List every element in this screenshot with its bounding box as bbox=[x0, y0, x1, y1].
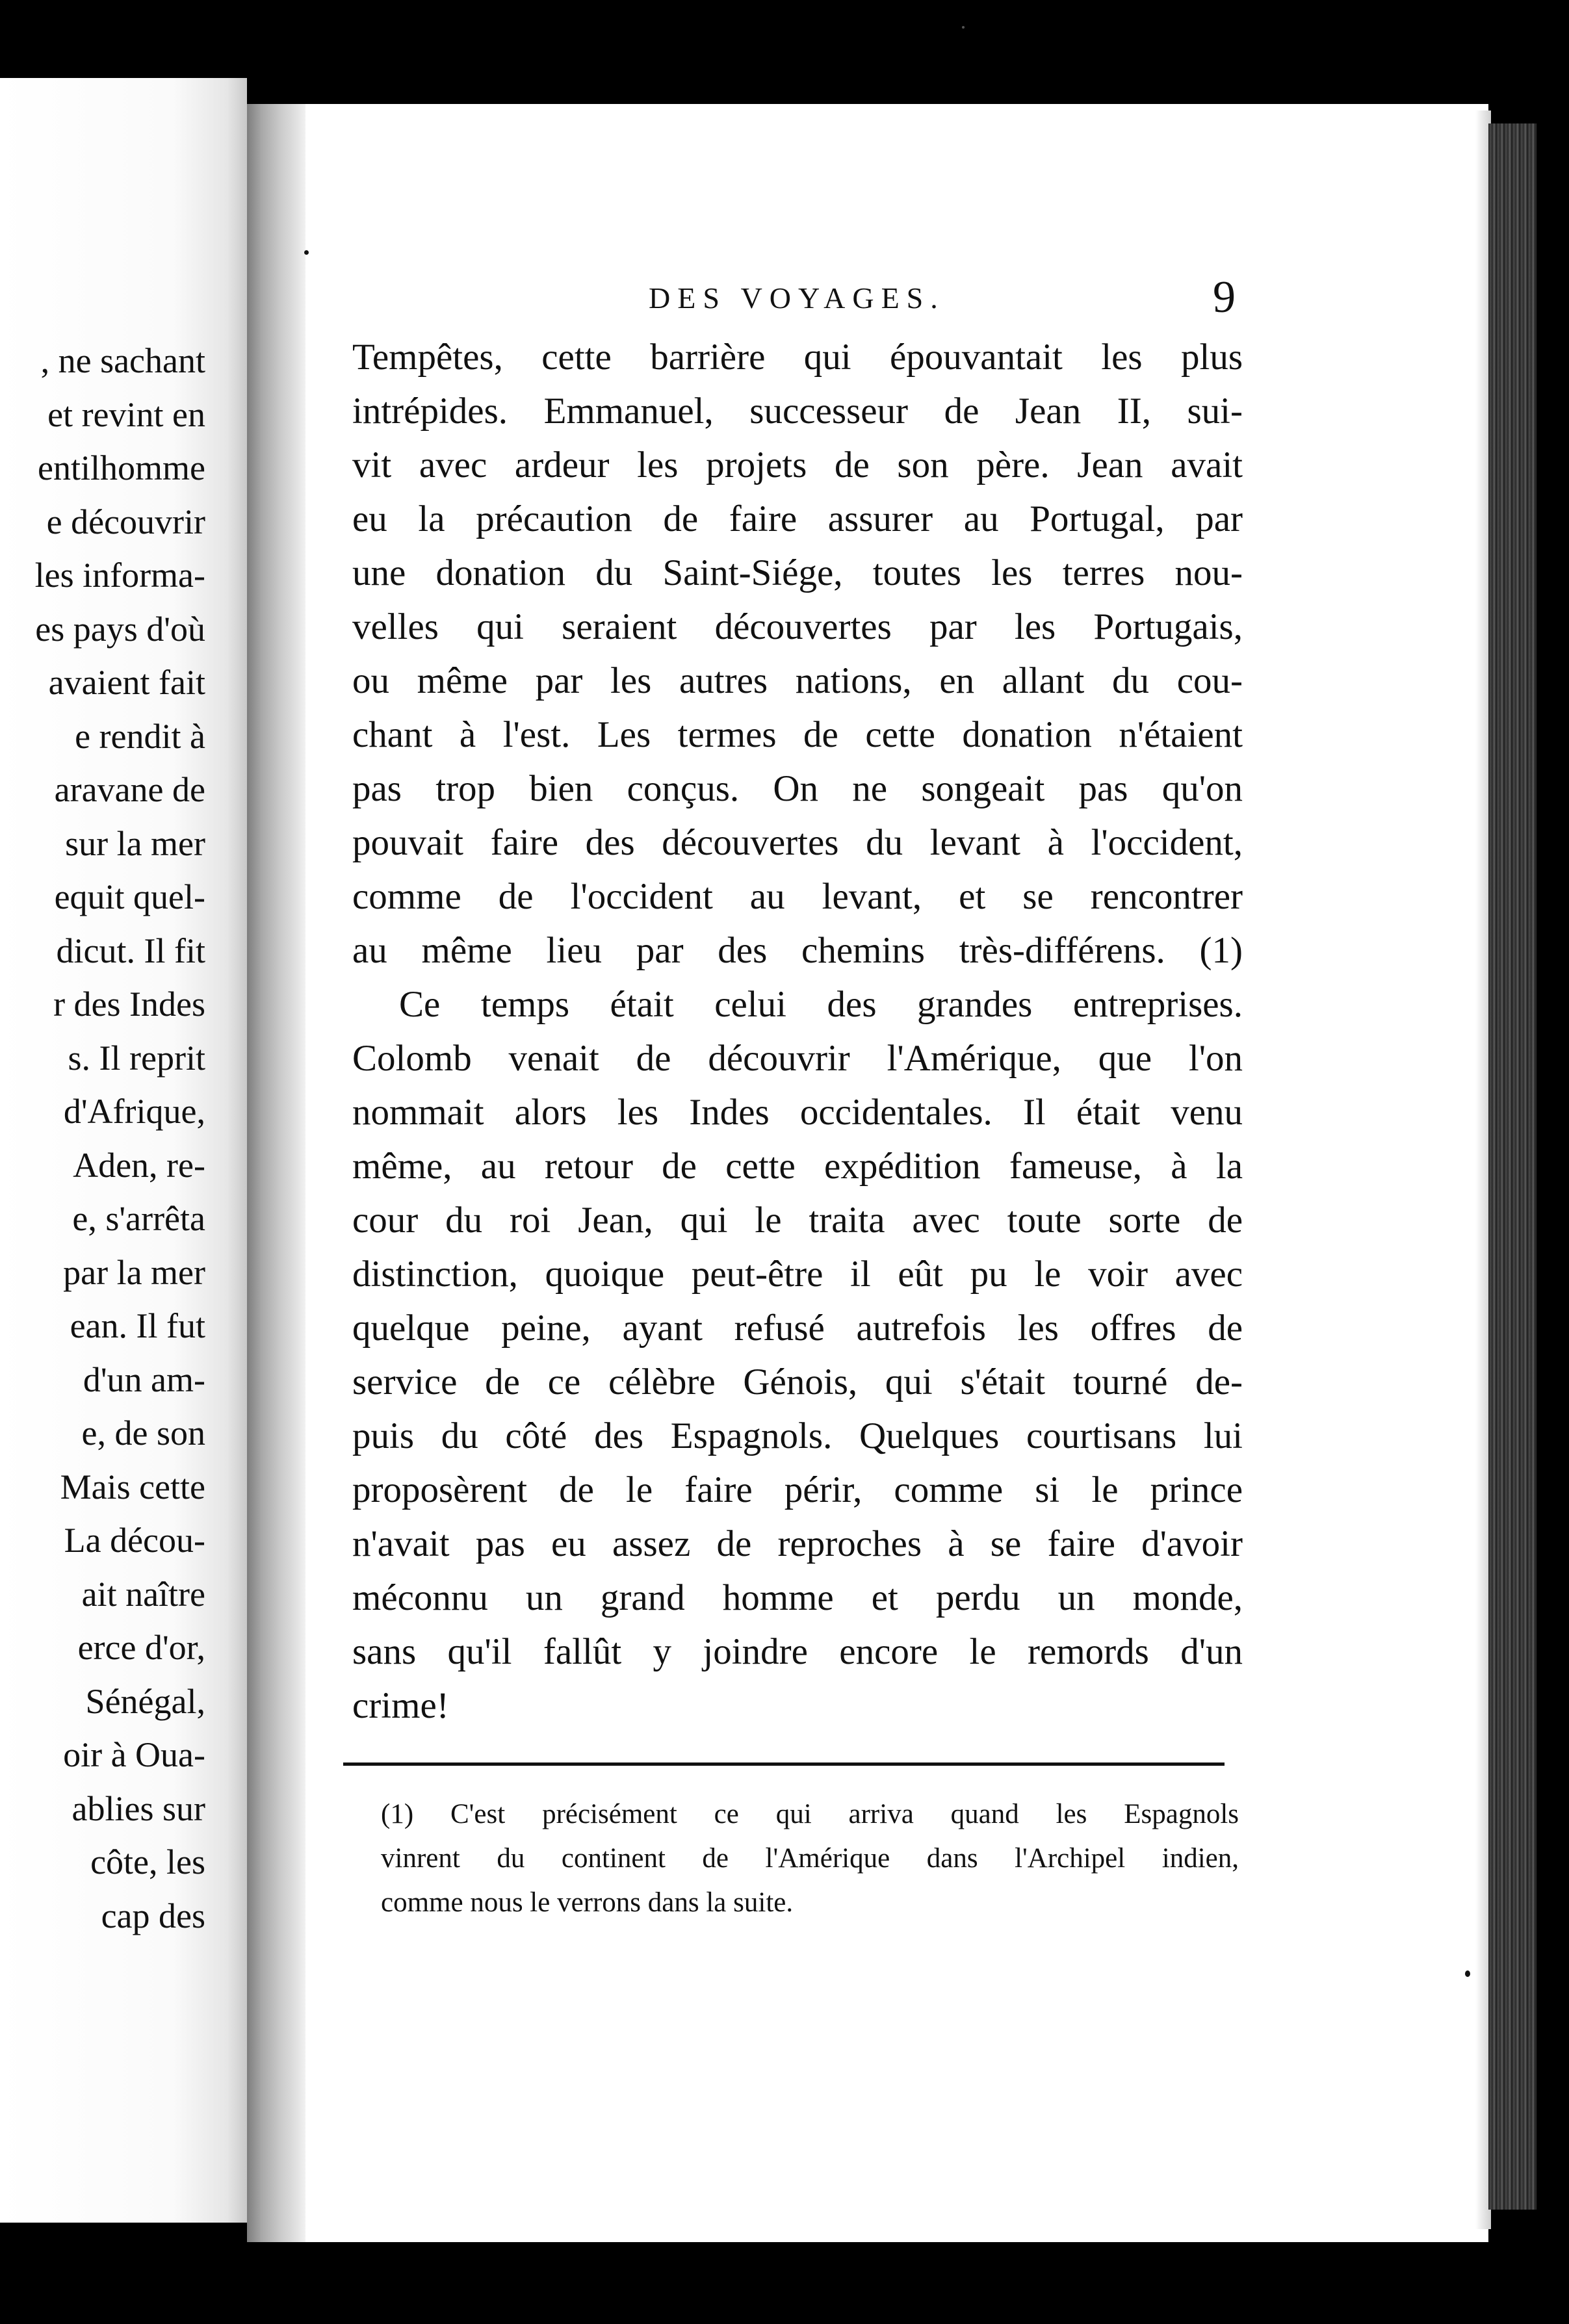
body-line: ou même par les autres nations, en allant du cou- bbox=[352, 660, 1243, 701]
footnote-line: vinrent du continent de l'Amérique dans l'Archipel indien, bbox=[381, 1843, 1239, 1874]
left-line: , ne sachant bbox=[40, 341, 205, 380]
page-number: 9 bbox=[1213, 272, 1236, 322]
body-text bbox=[352, 330, 1243, 1733]
left-line: aravane de bbox=[54, 770, 205, 809]
body-line: service de ce célèbre Génois, qui s'était tourné de- bbox=[352, 1362, 1243, 1402]
body-line: Ce temps était celui des grandes entreprises. bbox=[399, 984, 1243, 1025]
body-line: quelque peine, ayant refusé autrefois les offres de bbox=[352, 1308, 1243, 1349]
ink-speck bbox=[962, 26, 965, 29]
left-line: les informa- bbox=[34, 556, 205, 595]
body-line: comme de l'occident au levant, et se rencontrer bbox=[352, 876, 1243, 917]
body-line: Tempêtes, cette barrière qui épouvantait les plus bbox=[352, 337, 1243, 378]
footnote-rule bbox=[343, 1762, 1225, 1766]
page-block-edge bbox=[1488, 123, 1537, 2210]
running-head: DES VOYAGES. bbox=[649, 281, 945, 315]
left-line: Sénégal, bbox=[85, 1681, 205, 1721]
left-line: r des Indes bbox=[53, 985, 205, 1024]
left-line: ean. Il fut bbox=[70, 1306, 205, 1345]
left-line: equit quel- bbox=[54, 877, 205, 916]
footnote-line: (1) C'est précisément ce qui arriva quand les Espagnols bbox=[381, 1799, 1239, 1829]
body-line: méconnu un grand homme et perdu un monde, bbox=[352, 1577, 1243, 1618]
ink-speck bbox=[1465, 1970, 1470, 1977]
body-line: distinction, quoique peut-être il eût pu le voir avec bbox=[352, 1254, 1243, 1295]
body-line: n'avait pas eu assez de reproches à se faire d'avoir bbox=[352, 1523, 1243, 1564]
footnote bbox=[381, 1792, 1239, 1925]
left-line: es pays d'où bbox=[35, 609, 205, 649]
left-line: par la mer bbox=[63, 1252, 205, 1292]
left-line: entilhomme bbox=[38, 448, 205, 487]
ink-speck bbox=[304, 250, 309, 255]
body-line: même, au retour de cette expédition fameuse, à la bbox=[352, 1146, 1243, 1187]
body-line: cour du roi Jean, qui le traita avec toute sorte de bbox=[352, 1200, 1243, 1241]
left-line: e découvrir bbox=[46, 502, 205, 541]
left-line: côte, les bbox=[90, 1842, 205, 1881]
body-line: Colomb venait de découvrir l'Amérique, que l'on bbox=[352, 1038, 1243, 1079]
left-line: et revint en bbox=[47, 394, 205, 434]
footnote-line: comme nous le verrons dans la suite. bbox=[381, 1887, 794, 1918]
left-line: Aden, re- bbox=[73, 1145, 205, 1185]
left-line: d'un am- bbox=[83, 1360, 205, 1399]
left-line: ait naître bbox=[81, 1574, 205, 1614]
body-line: nommait alors les Indes occidentales. Il était venu bbox=[352, 1092, 1243, 1133]
body-line: velles qui seraient découvertes par les Portugais, bbox=[352, 606, 1243, 647]
left-page bbox=[0, 78, 247, 2223]
left-line: e, s'arrêta bbox=[72, 1199, 205, 1238]
left-line: La décou- bbox=[64, 1521, 205, 1560]
body-line: intrépides. Emmanuel, successeur de Jean II, sui- bbox=[352, 391, 1243, 432]
body-line: chant à l'est. Les termes de cette donation n'étaient bbox=[352, 714, 1243, 755]
left-line: oir à Oua- bbox=[63, 1735, 205, 1774]
left-line: e, de son bbox=[81, 1414, 205, 1452]
left-line: erce d'or, bbox=[77, 1628, 205, 1667]
left-line: d'Afrique, bbox=[63, 1092, 205, 1131]
body-line: proposèrent de le faire périr, comme si le prince bbox=[352, 1469, 1243, 1510]
body-line: sans qu'il fallût y joindre encore le remords d'un bbox=[352, 1631, 1243, 1672]
left-line: avaient fait bbox=[48, 663, 205, 702]
body-line: une donation du Saint-Siége, toutes les terres nou- bbox=[352, 552, 1243, 593]
left-line: s. Il reprit bbox=[68, 1038, 205, 1078]
body-line: au même lieu par des chemins très-différens. (1) bbox=[352, 930, 1243, 971]
body-line: pas trop bien conçus. On ne songeait pas qu'on bbox=[352, 768, 1243, 809]
left-line: sur la mer bbox=[65, 823, 205, 863]
left-line: cap des bbox=[101, 1896, 205, 1935]
left-line: Mais cette bbox=[60, 1467, 205, 1506]
body-line: puis du côté des Espagnols. Quelques courtisans lui bbox=[352, 1415, 1243, 1456]
left-page-text bbox=[35, 334, 205, 1943]
binding-gutter bbox=[247, 104, 305, 2242]
left-line: ablies sur bbox=[71, 1788, 205, 1828]
body-line: pouvait faire des découvertes du levant à l'occident, bbox=[352, 822, 1243, 863]
body-line: eu la précaution de faire assurer au Portugal, par bbox=[352, 498, 1243, 539]
body-line: crime! bbox=[352, 1685, 449, 1726]
left-line: e rendit à bbox=[75, 716, 205, 756]
body-line: vit avec ardeur les projets de son père. Jean avait bbox=[352, 445, 1243, 485]
left-line: dicut. Il fit bbox=[56, 931, 205, 970]
